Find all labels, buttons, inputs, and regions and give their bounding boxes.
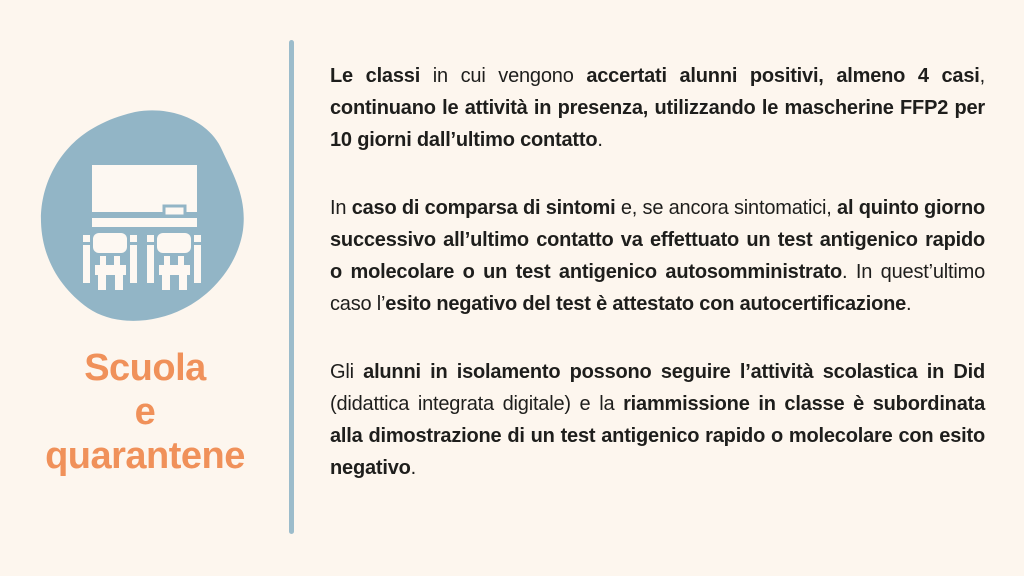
text-segment: . — [597, 129, 603, 151]
text-segment: al quinto giorno successivo all’ultimo contatto va effettuato un test antigenico rapido o molecolare o un test antigenico autosomministrato — [330, 197, 986, 283]
title-line: e — [134, 391, 156, 433]
text-segment: . In quest’ultimo caso l’ — [330, 261, 985, 315]
text-segment: (didattica integrata digitale) e la — [330, 393, 624, 415]
text-segment: . — [906, 293, 912, 315]
title-line: Scuola — [84, 347, 206, 389]
vertical-divider — [289, 40, 294, 534]
left-panel — [0, 0, 290, 576]
text-segment: accertati alunni positivi, almeno 4 casi — [586, 65, 980, 87]
text-segment: alunni in isolamento possono seguire l’attività scolastica in Did — [363, 361, 986, 383]
text-segment: Le classi — [330, 65, 421, 87]
paragraph-isolamento-did — [330, 356, 985, 484]
text-segment: e, se ancora sintomatici, — [615, 197, 838, 219]
body-text — [330, 60, 985, 484]
blob-shape — [41, 110, 244, 320]
text-segment: In — [330, 197, 352, 219]
paragraph-classes-in-presenza — [330, 60, 985, 156]
title-line: quarantene — [45, 435, 245, 477]
text-segment: continuano le attività in presenza, utilizzando le mascherine FFP2 per 10 giorni dall’ultimo contatto — [330, 97, 985, 151]
text-segment: esito negativo del test è attestato con autocertificazione — [385, 293, 907, 315]
text-segment: . — [410, 457, 416, 479]
classroom-icon — [40, 110, 245, 325]
text-segment: caso di comparsa di sintomi — [351, 197, 616, 219]
chalk-tray — [92, 218, 197, 227]
page-title — [0, 346, 290, 478]
paragraph-sintomi-test — [330, 192, 985, 320]
text-segment: , — [979, 65, 985, 87]
text-segment: in cui vengono — [420, 65, 587, 87]
text-segment: riammissione in classe è subordinata alla dimostrazione di un test antigenico rapido o molecolare con esito negativo — [330, 393, 985, 479]
text-segment: Gli — [330, 361, 364, 383]
eraser — [164, 206, 185, 216]
